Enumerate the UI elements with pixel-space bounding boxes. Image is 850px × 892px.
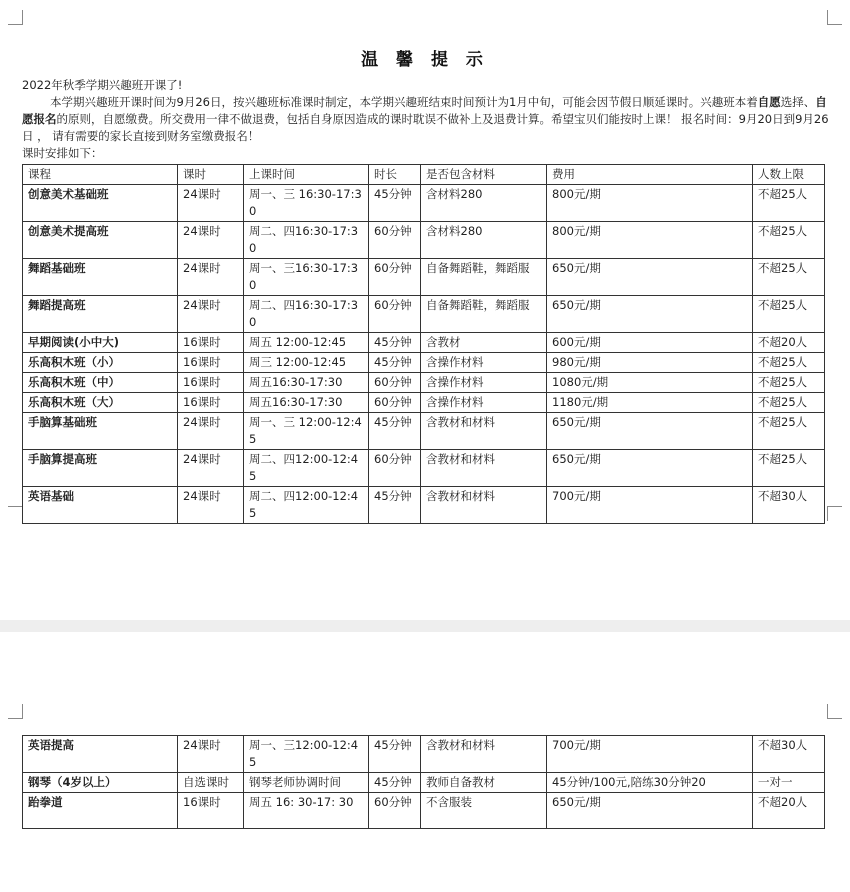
cell-fee: 650元/期	[547, 259, 753, 296]
cell-hours: 24课时	[178, 185, 244, 222]
cell-time: 周五 12:00-12:45	[244, 333, 369, 353]
cell-course: 英语基础	[23, 487, 178, 524]
cell-duration: 45分钟	[369, 487, 421, 524]
table-row	[23, 736, 825, 773]
page-separator	[0, 620, 850, 632]
cell-duration: 60分钟	[369, 793, 421, 829]
table-row	[23, 333, 825, 353]
cell-hours: 24课时	[178, 259, 244, 296]
cell-course: 舞蹈基础班	[23, 259, 178, 296]
cell-hours: 24课时	[178, 736, 244, 773]
cell-hours: 16课时	[178, 353, 244, 373]
header-time: 上课时间	[244, 165, 369, 185]
cell-fee: 1080元/期	[547, 373, 753, 393]
intro-bold-text: 自愿报名	[22, 95, 827, 126]
cell-duration: 60分钟	[369, 296, 421, 333]
schedule-table-continued	[22, 735, 825, 829]
cell-duration: 60分钟	[369, 450, 421, 487]
cell-material: 含操作材料	[421, 373, 547, 393]
cell-hours: 24课时	[178, 222, 244, 259]
cell-fee: 1180元/期	[547, 393, 753, 413]
page-corner-mark	[827, 10, 842, 25]
cell-material: 含教材和材料	[421, 413, 547, 450]
cell-time: 周三 12:00-12:45	[244, 353, 369, 373]
cell-course: 手脑算基础班	[23, 413, 178, 450]
table-row	[23, 259, 825, 296]
cell-course: 创意美术基础班	[23, 185, 178, 222]
intro-text	[22, 77, 830, 162]
header-material: 是否包含材料	[421, 165, 547, 185]
cell-duration: 45分钟	[369, 333, 421, 353]
cell-duration: 60分钟	[369, 222, 421, 259]
cell-fee: 700元/期	[547, 487, 753, 524]
cell-course: 乐高积木班（大）	[23, 393, 178, 413]
page-corner-mark	[8, 10, 23, 25]
cell-duration: 45分钟	[369, 773, 421, 793]
cell-fee: 980元/期	[547, 353, 753, 373]
cell-material: 含材料280	[421, 185, 547, 222]
cell-fee: 650元/期	[547, 793, 753, 829]
table-row	[23, 793, 825, 829]
table-row	[23, 353, 825, 373]
document-title: 温 馨 提 示	[361, 50, 489, 70]
table-row	[23, 296, 825, 333]
cell-hours: 16课时	[178, 373, 244, 393]
cell-duration: 45分钟	[369, 353, 421, 373]
cell-limit: 一对一	[753, 773, 825, 793]
cell-time: 周五16:30-17:30	[244, 393, 369, 413]
cell-fee: 650元/期	[547, 450, 753, 487]
cell-limit: 不超25人	[753, 259, 825, 296]
cell-fee: 700元/期	[547, 736, 753, 773]
table-row	[23, 222, 825, 259]
header-duration: 时长	[369, 165, 421, 185]
cell-time: 周五 16: 30-17: 30	[244, 793, 369, 829]
cell-limit: 不超25人	[753, 353, 825, 373]
cell-limit: 不超25人	[753, 413, 825, 450]
cell-limit: 不超20人	[753, 793, 825, 829]
cell-time: 周二、四12:00-12:45	[244, 450, 369, 487]
table-header-row	[23, 165, 825, 185]
cell-hours: 24课时	[178, 413, 244, 450]
cell-fee: 800元/期	[547, 222, 753, 259]
cell-course: 钢琴（4岁以上）	[23, 773, 178, 793]
table-row	[23, 450, 825, 487]
cell-limit: 不超30人	[753, 487, 825, 524]
cell-time: 周一、三 16:30-17:30	[244, 185, 369, 222]
header-limit: 人数上限	[753, 165, 825, 185]
cell-material: 含材料280	[421, 222, 547, 259]
intro-text-part-2: 选择、	[780, 95, 816, 109]
page-corner-mark	[827, 704, 842, 719]
intro-bold-text: 自愿	[757, 95, 781, 109]
cell-material: 含操作材料	[421, 353, 547, 373]
cell-course: 乐高积木班（小）	[23, 353, 178, 373]
table-row	[23, 373, 825, 393]
cell-course: 舞蹈提高班	[23, 296, 178, 333]
cell-hours: 16课时	[178, 793, 244, 829]
cell-course: 跆拳道	[23, 793, 178, 829]
header-hours: 课时	[178, 165, 244, 185]
page-corner-mark	[8, 704, 23, 719]
page-corner-mark	[8, 506, 23, 521]
cell-limit: 不超25人	[753, 296, 825, 333]
schedule-label: 课时安排如下：	[22, 146, 103, 160]
cell-course: 手脑算提高班	[23, 450, 178, 487]
cell-fee: 600元/期	[547, 333, 753, 353]
cell-time: 钢琴老师协调时间	[244, 773, 369, 793]
cell-material: 含操作材料	[421, 393, 547, 413]
document-page-2	[0, 632, 850, 892]
cell-hours: 24课时	[178, 487, 244, 524]
table-row	[23, 487, 825, 524]
cell-limit: 不超30人	[753, 736, 825, 773]
cell-time: 周五16:30-17:30	[244, 373, 369, 393]
cell-limit: 不超25人	[753, 450, 825, 487]
cell-material: 不含服装	[421, 793, 547, 829]
cell-course: 创意美术提高班	[23, 222, 178, 259]
cell-time: 周一、三12:00-12:45	[244, 736, 369, 773]
cell-material: 含教材和材料	[421, 450, 547, 487]
cell-limit: 不超20人	[753, 333, 825, 353]
cell-material: 含教材和材料	[421, 487, 547, 524]
cell-limit: 不超25人	[753, 373, 825, 393]
cell-fee: 800元/期	[547, 185, 753, 222]
cell-course: 英语提高	[23, 736, 178, 773]
schedule-table	[22, 164, 825, 524]
cell-limit: 不超25人	[753, 185, 825, 222]
cell-material: 含教材和材料	[421, 736, 547, 773]
cell-material: 教师自备教材	[421, 773, 547, 793]
cell-duration: 60分钟	[369, 259, 421, 296]
intro-paragraph	[22, 94, 830, 145]
cell-limit: 不超25人	[753, 393, 825, 413]
table-row	[23, 185, 825, 222]
cell-hours: 24课时	[178, 296, 244, 333]
cell-time: 周一、三 12:00-12:45	[244, 413, 369, 450]
cell-fee: 45分钟/100元,陪练30分钟20	[547, 773, 753, 793]
cell-material: 自备舞蹈鞋，舞蹈服	[421, 296, 547, 333]
cell-time: 周二、四16:30-17:30	[244, 296, 369, 333]
header-fee: 费用	[547, 165, 753, 185]
cell-duration: 45分钟	[369, 736, 421, 773]
table-row	[23, 413, 825, 450]
cell-fee: 650元/期	[547, 413, 753, 450]
cell-duration: 45分钟	[369, 413, 421, 450]
cell-duration: 60分钟	[369, 393, 421, 413]
table-row	[23, 773, 825, 793]
cell-hours: 16课时	[178, 393, 244, 413]
intro-text-part-3: 的原则，自愿缴费。所交费用一律不做退费，包括自身原因造成的课时耽误不做补上及退费计算。希望宝贝们能按时上课！ 报名时间：9月20日到9月26日 ， 请有需要的家长直接到财务室缴费报名！	[22, 112, 829, 143]
cell-time: 周一、三16:30-17:30	[244, 259, 369, 296]
cell-time: 周二、四12:00-12:45	[244, 487, 369, 524]
cell-material: 含教材	[421, 333, 547, 353]
intro-line-1: 2022年秋季学期兴趣班开课了!	[22, 78, 183, 92]
cell-duration: 60分钟	[369, 373, 421, 393]
header-course: 课程	[23, 165, 178, 185]
cell-time: 周二、四16:30-17:30	[244, 222, 369, 259]
cell-material: 自备舞蹈鞋，舞蹈服	[421, 259, 547, 296]
intro-text-part-1: 本学期兴趣班开课时间为9月26日，按兴趣班标准课时制定，本学期兴趣班结束时间预计为1月中旬，可能会因节假日顺延课时。兴趣班本着	[50, 95, 758, 109]
cell-hours: 自选课时	[178, 773, 244, 793]
cell-hours: 24课时	[178, 450, 244, 487]
cell-duration: 45分钟	[369, 185, 421, 222]
table-row	[23, 393, 825, 413]
cell-course: 早期阅读(小中大)	[23, 333, 178, 353]
page-corner-mark	[827, 506, 842, 521]
cell-limit: 不超25人	[753, 222, 825, 259]
cell-fee: 650元/期	[547, 296, 753, 333]
cell-hours: 16课时	[178, 333, 244, 353]
cell-course: 乐高积木班（中）	[23, 373, 178, 393]
